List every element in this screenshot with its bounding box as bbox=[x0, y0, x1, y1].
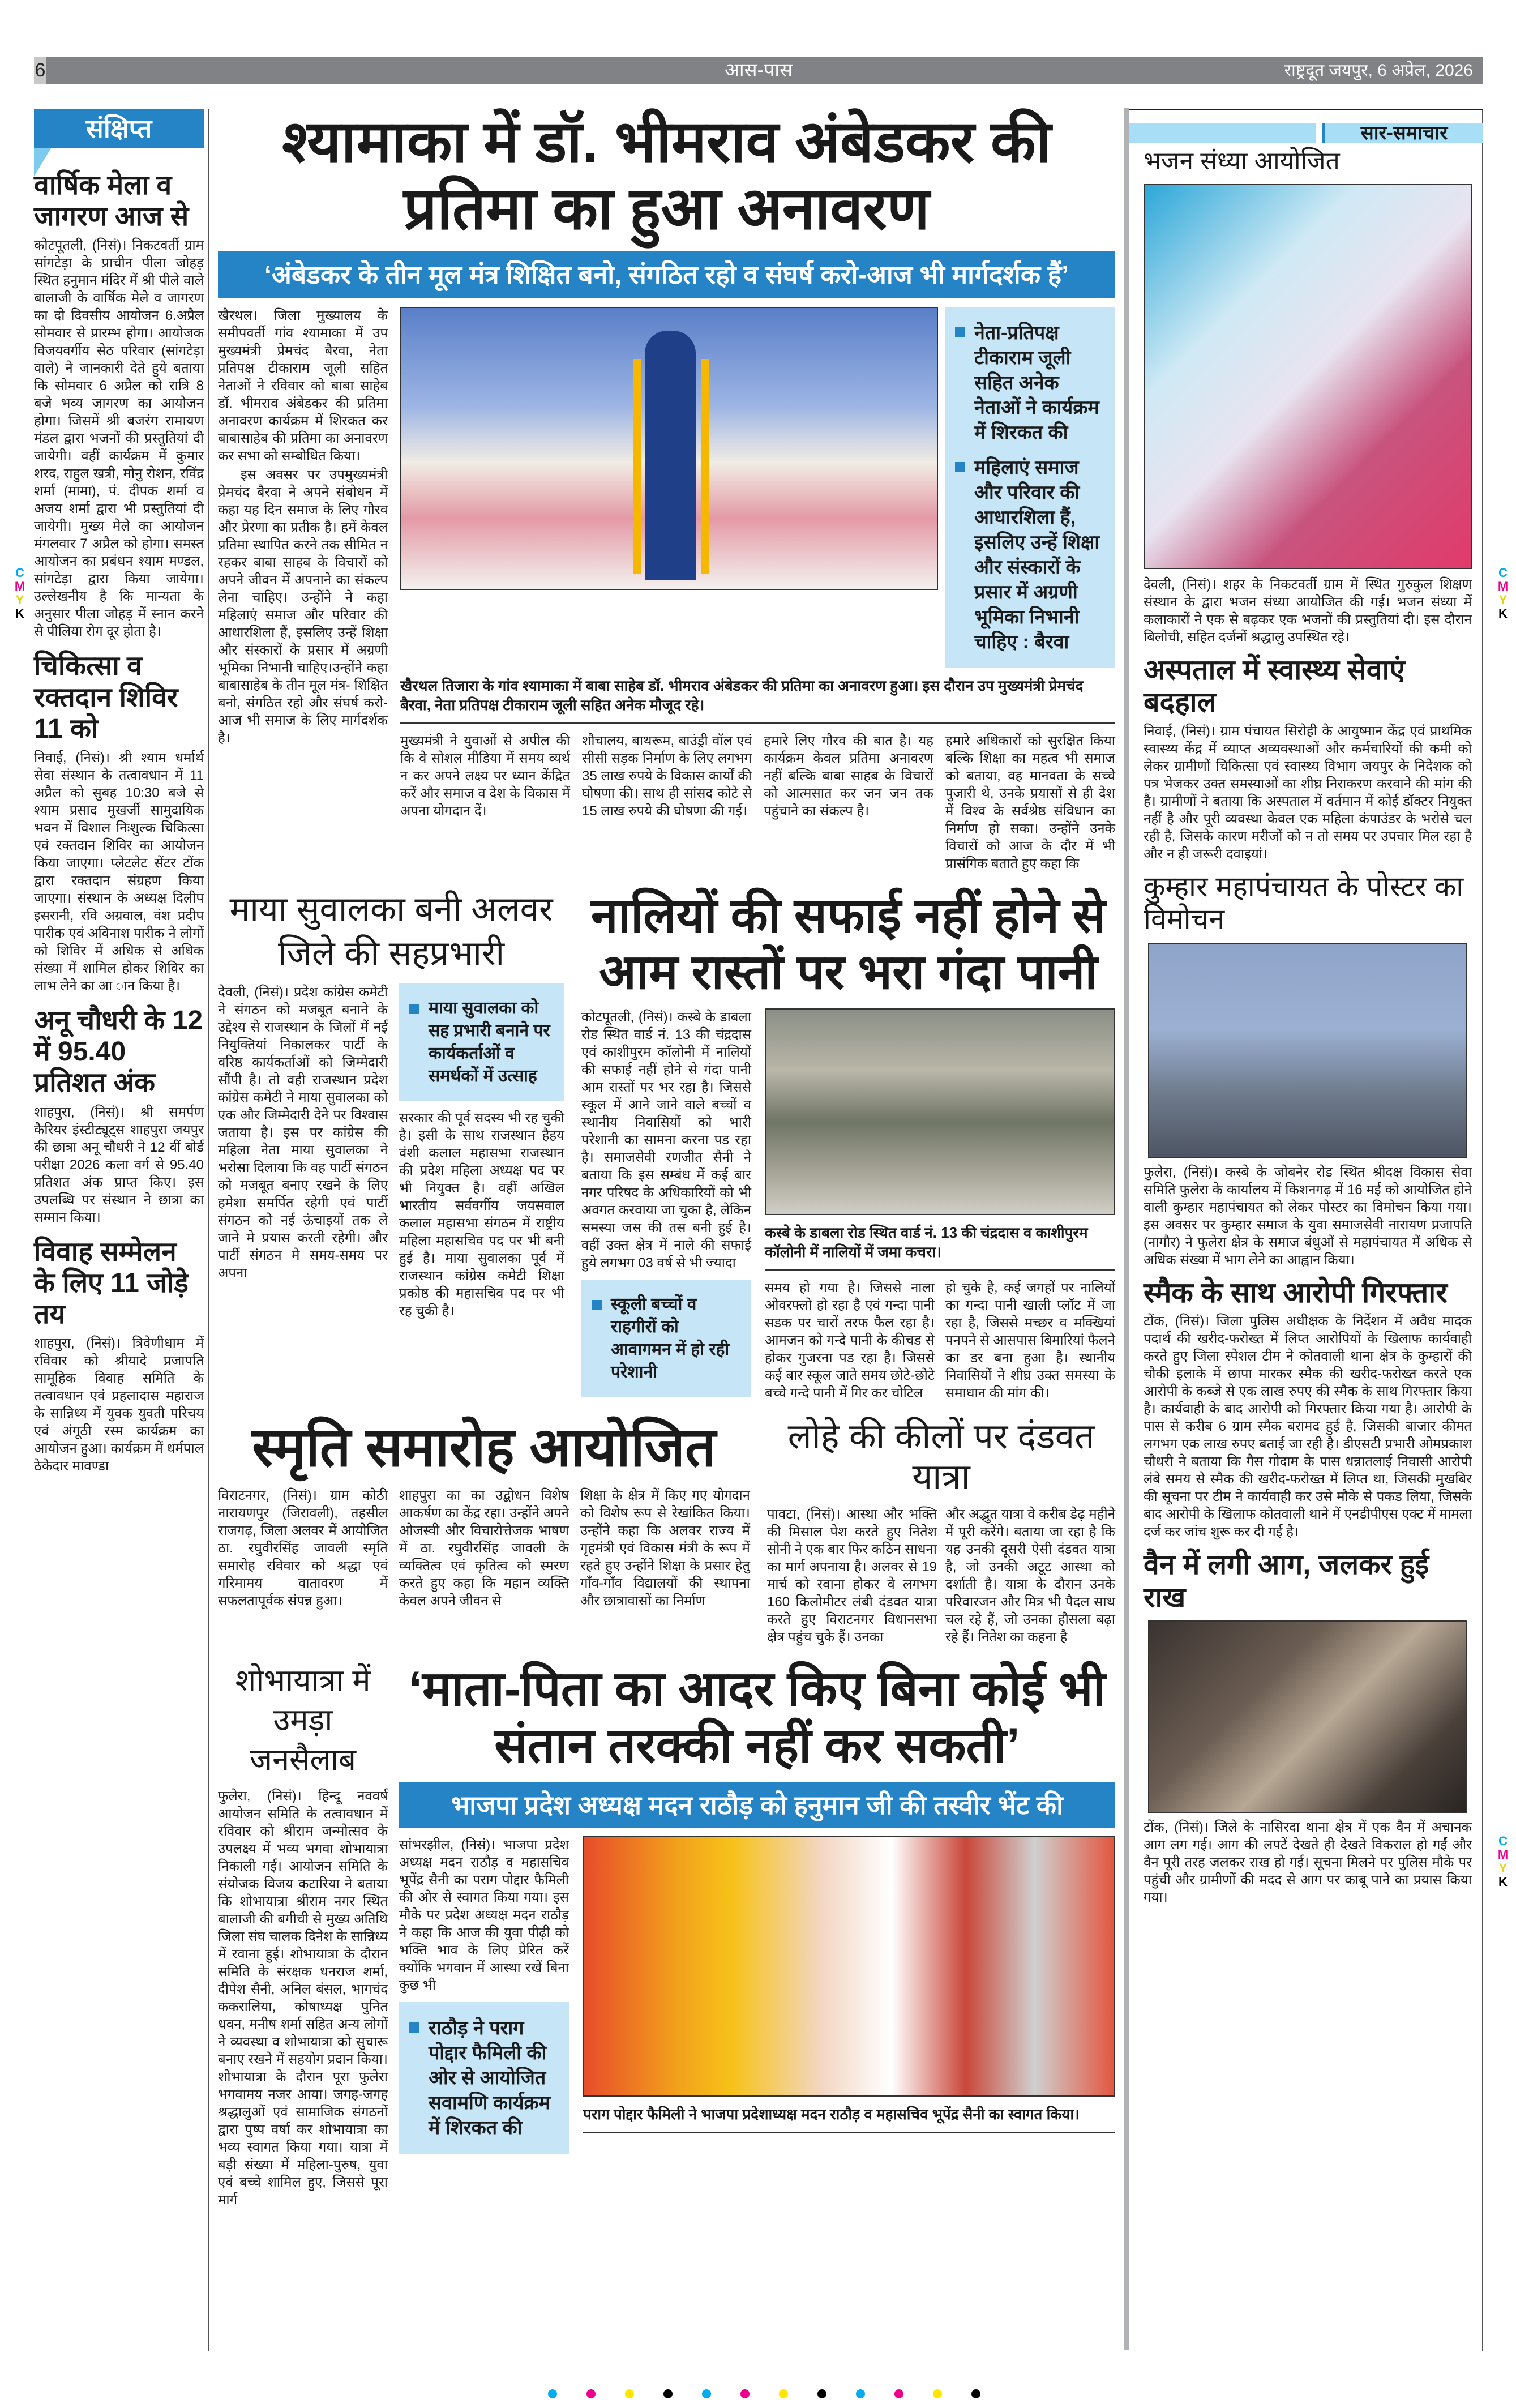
shobha-story bbox=[218, 1661, 388, 2209]
photo-rathore-welcome bbox=[583, 1836, 1115, 2097]
highlight-item: नेता-प्रतिपक्ष टीकाराम जूली सहित अनेक नेताओं ने कार्यक्रम में शिरकत की bbox=[974, 322, 1099, 443]
headline: अनू चौधरी के 12 में 95.40 प्रतिशत अंक bbox=[34, 1005, 203, 1098]
rathore-columns bbox=[399, 1836, 1115, 2154]
drain-headline: नालियों की सफाई नहीं होने से आम रास्तों पर भरा गंदा पानी bbox=[591, 888, 1106, 999]
headline: वैन में लगी आग, जलकर हुई राख bbox=[1144, 1549, 1429, 1613]
shobha-headline: शोभायात्रा में उमड़ा जनसैलाब bbox=[235, 1663, 371, 1777]
maya-story bbox=[218, 887, 564, 1320]
yatra-body-col1: पावटा, (निसं)। आस्था और भक्ति की मिसाल पेश करते हुए नितेश सोनी ने एक बार फिर कठिन साधना का मार्ग अपनाया है। अलवर से 19 मार्च को रवाना होकर वे लगभग 160 किलोमीटर लंबी दंडवत यात्रा करते हुए विराटनगर विधानसभा क्षेत्र पहुंच चुके हैं। उनका bbox=[767, 1506, 937, 1645]
shobha-body: फुलेरा, (निसं)। हिन्दू नववर्ष आयोजन समिति के तत्वावधान में रविवार को श्रीराम जन्मोत्सव के उपलक्ष्य में भव्य भगवा शोभायात्रा निकाली गई। आयोजन समिति के संयोजक विजय कटारिया ने बताया कि शोभायात्रा श्रीराम नगर स्थित बालाजी की बगीची से मुख्य अतिथि जिला संघ चालक दिनेश के सान्निध्य में रवाना हुई। शोभायात्रा के दौरान समिति के संरक्षक धनराज शर्मा, दीपेश सैनी, अनिल बंसल, भागचंद ककरालिया, कोषाध्यक्ष पुनित धवन, मनीष शर्मा सहित अन्य लोगों ने व्यवस्था व शोभायात्रा को सुचारू बनाए रखने में सहयोग प्रदान किया। शोभायात्रा के दौरान पूरा फुलेरा भगवामय नजर आया। जगह-जगह श्रद्धालुओं एवं सामाजिक संगठनों द्वारा पुष्प वर्षा कर शोभायात्रा का भव्य स्वागत किया गया। यात्रा में बड़ी संख्या में महिला-पुरुष, युवा एवं बच्चे शामिल हुए, जिससे पूरा मार्ग bbox=[218, 1788, 388, 2208]
yatra-headline: लोहे की कीलों पर दंडवत यात्रा bbox=[787, 1417, 1095, 1497]
photo-drain-garbage bbox=[765, 1008, 1115, 1215]
reg-y: Y bbox=[1498, 593, 1508, 607]
drain-story bbox=[581, 887, 1115, 1402]
headline: अस्पताल में स्वास्थ्य सेवाएं बदहाल bbox=[1144, 653, 1406, 718]
section-label-sankshipt: संक्षिप्त bbox=[34, 109, 204, 148]
reg-y: Y bbox=[1498, 1861, 1508, 1875]
lead-body-col4: हमारे लिए गौरव की बात है। यह कार्यक्रम केवल प्रतिमा अनावरण नहीं बल्कि बाबा साहब के विचारों को आत्मसात कर जन जन तक पहुंचाने का संकल्प है। bbox=[764, 733, 933, 819]
article-body: देवली, (निसं)। शहर के निकटवर्ती ग्राम में स्थित गुरुकुल शिक्षण संस्थान के द्वारा भजन संध्या आयोजित की गई। भजन संध्या में कलाकारों ने एक से बढ़कर एक भजनों की प्रस्तुतियां दी। इस दौरान बिलोची, सहित दर्जनों श्रद्धालु उपस्थित रहे। bbox=[1144, 576, 1472, 645]
maya-body-col1: देवली, (निसं)। प्रदेश कांग्रेस कमेटी ने संगठन को मजबूत बनाने के उद्देश्य से राजस्थान के जिलों में नई नियुक्तियां निकालकर पार्टी के वरिष्ठ कार्यकर्ताओं को जिम्मेदारी सौंपी है। तो वही राजस्थान प्रदेश कांग्रेस कमेटी ने माया सुवालका को एक और जिम्मेदारी देने पर विश्वास जताया है। इस पर कांग्रेस की महिला नेता माया सुवालका ने भरोसा दिलाया कि वह पार्टी संगठन को मजबूत बनाए रखने के लिए हमेशा समर्पित रहेगी एवं पार्टी संगठन को नई ऊंचाइयों तक ले जाने मे प्रयास करती रहेगी। और पार्टी संगठन मे समय-समय पर अपना bbox=[218, 985, 388, 1281]
reg-m: M bbox=[1497, 579, 1509, 593]
rathore-highlight-box bbox=[399, 2002, 569, 2154]
drain-highlight-box bbox=[581, 1280, 751, 1397]
smriti-columns bbox=[218, 1487, 750, 1610]
reg-c: C bbox=[1498, 1834, 1508, 1848]
page-number: 6 bbox=[34, 57, 46, 84]
smriti-headline: स्मृति समारोह आयोजित bbox=[252, 1417, 716, 1478]
middle-columns bbox=[218, 109, 1115, 2209]
reg-k: K bbox=[1498, 606, 1508, 621]
column-divider bbox=[208, 109, 209, 2351]
rathore-subheadline: भाजपा प्रदेश अध्यक्ष मदन राठौड़ को हनुमान जी की तस्वीर भेंट की bbox=[399, 1782, 1115, 1828]
reg-c: C bbox=[15, 566, 24, 580]
lead-photo-caption: खैरथल तिजारा के गांव श्यामाका में बाबा साहेब डॉ. भीमराव अंबेडकर की प्रतिमा का अनावरण हुआ। इस दौरान उप मुख्यमंत्री प्रेमचंद बैरवा, नेता प्रतिपक्ष टीकाराम जूली सहित अनेक मौजूद रहे। bbox=[400, 677, 1084, 713]
headline: कुम्हार महापंचायत के पोस्टर का विमोचन bbox=[1144, 870, 1464, 935]
lead-right-block bbox=[400, 307, 1115, 872]
rathore-body: सांभरझील, (निसं)। भाजपा प्रदेश अध्यक्ष मदन राठौड़ व महासचिव भूपेंद्र सैनी का पराग पोद्दार फैमिली की ओर से स्वागत किया गया। इस मौके पर प्रदेश अध्यक्ष मदन राठौड़ ने कहा कि आज की युवा पीढ़ी को भक्ति भाव के लिए प्रेरित करें क्योंकि भगवान में आस्था रखें बिना कुछ भी bbox=[399, 1837, 569, 1993]
smriti-body-col2: शाहपुरा का का उद्बोधन विशेष आकर्षण का केंद्र रहा। उन्होंने अपने ओजस्वी और विचारोत्तेजक भाषण में ठा. रघुवीरसिंह जावली के व्यक्तित्व एवं कृतित्व को स्मरण करते हुए कहा कि महान व्यक्ति केवल अपने जीवन से bbox=[399, 1488, 569, 1609]
lead-body-col3: शौचालय, बाथरूम, बाउंड्री वॉल एवं सीसी सड़क निर्माण के लिए लगभग 35 लाख रुपये के विकास कार्यों की घोषणा की। साथ ही सांसद कोटे से 15 लाख रुपये की घोषणा की गई। bbox=[582, 733, 752, 819]
highlight-item: राठौड़ ने पराग पोद्दार फैमिली की ओर से आयोजित सवामणि कार्यक्रम में शिरकत की bbox=[429, 2017, 550, 2138]
smriti-body-col3: शिक्षा के क्षेत्र में किए गए योगदान को विशेष रूप से रेखांकित किया। उन्होंने कहा कि अलवर राज्य में गृहमंत्री एवं विकास मंत्री के रूप में रहते हुए उन्होंने शिक्षा के प्रसार हेतु गाँव-गाँव विद्यालयों की स्थापना और छात्रावासों का निर्माण bbox=[580, 1488, 750, 1609]
lead-highlights-box bbox=[945, 307, 1115, 668]
rathore-col1 bbox=[399, 1836, 569, 2154]
article-body: निवाई, (निसं)। श्री श्याम धर्मार्थ सेवा संस्थान के तत्वावधान में 11 अप्रैल को सुबह 10:30 बजे से श्याम प्रसाद मुखर्जी सामुदायिक भवन में विशाल निःशुल्क चिकित्सा एवं रक्तदान शिविर का आयोजन किया जाएगा। प्लेटलेट सेंटर टोंक द्वारा रक्तदान संग्रहण किया जाएगा। संस्थान के अध्यक्ष दिलीप इसरानी, रवि अग्रवाल, वंश प्रदीप पारीक एवं अविनाश पारीक ने लोगों को शिविर में अधिक से अधिक संख्या में शामिल होकर शिविर का लाभ लेने का आ ान किया है। bbox=[34, 750, 204, 994]
article-body: फुलेरा, (निसं)। कस्बे के जोबनेर रोड स्थित श्रीदक्ष विकास सेवा समिति फुलेरा के कार्यालय में किशनगढ़ में 16 मई को आयोजित होने वाली कुम्हार महापंचायत को लेकर पोस्टर का विमोचन किया गया। इस अवसर पर कुम्हार समाज के युवा समाजसेवी नारायण प्रजापति (नागौर) ने फुलेरा क्षेत्र के समाज बंधुओं से महापंचायत में अधिक से अधिक संख्या में भाग लेने का आह्वान किया। bbox=[1144, 1164, 1472, 1268]
highlight-item: स्कूली बच्चों व राहगीरों को आवागमन में हो रही परेशानी bbox=[611, 1295, 730, 1382]
drain-columns bbox=[581, 1008, 1115, 1402]
rathore-story bbox=[399, 1661, 1115, 2154]
row-shobha-rathore bbox=[218, 1661, 1115, 2209]
page-header bbox=[34, 57, 1483, 84]
paper-date: राष्ट्रदूत जयपुर, 6 अप्रेल, 2026 bbox=[1284, 61, 1473, 80]
right-news bbox=[1144, 147, 1472, 1906]
drain-body-col1: कोटपूतली, (निसं)। कस्बे के डाबला रोड स्थित वार्ड नं. 13 की चंद्रदास एवं काशीपुरम कॉलोनी में नालियों की सफाई नहीं होने से गंदा पानी आम रास्तों पर भर रहा है। जिससे स्कूल में आने जाने वाले बच्चों व स्थानीय निवासियों को भारी परेशानी का सामना करना पड रहा है। समाजसेवी रणजीत सैनी ने बताया कि इस सम्बंध में कई बार नगर परिषद के अधिकारियों को भी अवगत करवाया जा चुका है, लेकिन समस्या जस की तस बनी हुई है। वहीं उक्त क्षेत्र में नाले की सफाई हुये लगभग 03 वर्ष से भी ज्यादा bbox=[581, 1010, 751, 1271]
headline: वार्षिक मेला व जागरण आज से bbox=[34, 170, 189, 232]
reg-m: M bbox=[14, 579, 25, 593]
smriti-story bbox=[218, 1417, 750, 1610]
drain-body-col3: हो चुके है, कई जगहों पर नालियों का गन्दा पानी खाली प्लॉट में जा रहा है, जिससे मच्छर व मक्खियां पनपने से आसपास बिमारियां फैलने का डर बना हुआ है। स्थानीय निवासियों ने शीघ्र उक्त समस्या के समाधान की मांग की। bbox=[945, 1280, 1115, 1401]
article-body: निवाई, (निसं)। ग्राम पंचायत सिरोही के आयुष्मान केंद्र एवं प्राथमिक स्वास्थ्य केंद्र में व्याप्त अव्यवस्थाओं और कर्मचारियों की कमी को लेकर ग्रामीणों चिकित्सा एवं स्वास्थ्य विभाग जयपुर के निदेशक को पत्र भेजकर उक्त समस्याओं का शीघ्र निराकरण करवाने की मांग की है। ग्रामीणों ने बताया कि अस्पताल में वर्तमान में कोई डॉक्टर नियुक्त नहीं है और पूरी व्यवस्था केवल एक महिला कंपाउंडर के भरोसे चल रही है, जिसके कारण मरीजों को न तो समय पर उपचार मिल रहा है और न ही जरूरी दवाइयां। bbox=[1144, 723, 1472, 862]
statue-figure bbox=[645, 331, 696, 580]
right-column-border bbox=[1124, 108, 1129, 2350]
paragraph: खैरथल। जिला मुख्यालय के समीपवर्ती गांव श्यामाका में उप मुख्यमंत्री प्रेमचंद बैरवा, नेता प्रतिपक्ष टीकाराम जूली सहित नेताओं ने रविवार को बाबा साहेब डॉ. भीमराव अंबेडकर की प्रतिमा अनावरण कार्यक्रम में शिरकत कर बाबासाहेब की प्रतिमा का अनावरण कर सभा को सम्बोधित किया। bbox=[218, 308, 388, 464]
printer-color-dots bbox=[170, 2389, 1359, 2401]
photo-bhajan-sandhya bbox=[1144, 184, 1472, 569]
registration-marks bbox=[1494, 566, 1511, 621]
maya-columns bbox=[218, 983, 564, 1320]
lead-headline: श्यामाका में डॉ. भीमराव अंबेडकर की प्रतिमा का हुआ अनावरण bbox=[282, 109, 1051, 242]
lead-subheadline: ‘अंबेडकर के तीन मूल मंत्र शिक्षित बनो, संगठित रहो व संघर्ष करो-आज भी मार्गदर्शक हैं’ bbox=[218, 251, 1115, 298]
article-body: टोंक, (निसं)। जिले के नासिरदा थाना क्षेत्र में एक वैन में अचानक आग लग गई। आग की लपटें देखते ही देखते विकराल हो गईं और वैन पूरी तरह जलकर राख हो गई। सूचना मिलने पर पुलिस मौके पर पहुंची और ग्रामीणों की मदद से आग पर काबू पाने का प्रयास किया गया। bbox=[1144, 1820, 1472, 1906]
lead-columns bbox=[400, 732, 1115, 872]
registration-marks bbox=[1494, 1834, 1511, 1889]
article-body: शाहपुरा, (निसं)। श्री समर्पण कैरियर इंस्टीट्यूट्स शाहपुरा जयपुर की छात्रा अनू चौधरी ने 12 वीं बोर्ड परीक्षा 2026 कला वर्ग से 95.40 प्रतिशत अंक प्राप्त किए। इस उपलब्धि पर संस्थान ने छात्रा का सम्मान किया। bbox=[34, 1104, 204, 1225]
lead-story bbox=[218, 109, 1115, 872]
reg-k: K bbox=[1498, 1875, 1508, 1889]
divider bbox=[765, 1269, 1115, 1271]
highlight-item: माया सुवालका को सह प्रभारी बनाने पर कार्यकर्ताओं व समर्थकों में उत्साह bbox=[429, 999, 550, 1085]
article-body: कोटपूतली, (निसं)। निकटवर्ती ग्राम सांगटेड़ा के प्राचीन पीला जोहड़ स्थित हनुमान मंदिर में श्री पीले वाले बालाजी के वार्षिक मेले व जागरण का दो दिवसीय आयोजन 6.अप्रैल सोमवार से प्रारम्भ होगा। आयोजक विजयवर्गीय सेठ परिवार (सांगटेड़ा वाले) ने जानकारी देते हुये बताया कि सोमवार 6 अप्रैल को रात्रि 8 बजे भव्य जागरण का आयोजन होगा। जिसमें श्री बजरंग रामायण मंडल द्वारा भजनों की प्रस्तुतियां दी जायेगी। वहीं कार्यक्रम में कुमार शरद, राहुल खत्री, मोनु रोशन, रविंद्र शर्मा (मामा), पं. दीपक शर्मा व अजय शर्मा द्वारा भी प्रस्तुतियां दी जायेगी। मुख्य मेले का आयोजन मंगलवार 7 अप्रैल को होगा। समस्त आयोजन का प्रबंधन श्याम मण्डल, सांगटेड़ा द्वारा किया जायेगा। उल्लेखनीय है कि मान्यता के अनुसार पीला जोहड़ में स्नान करने से पीलिया रोग दूर होता है। bbox=[34, 238, 204, 640]
divider bbox=[583, 2132, 1115, 2133]
row-maya-drain bbox=[218, 887, 1115, 1402]
reg-k: K bbox=[15, 606, 24, 621]
reg-y: Y bbox=[15, 593, 24, 607]
maya-headline: माया सुवालका बनी अलवर जिले की सहप्रभारी bbox=[229, 890, 553, 972]
drain-body-col2: समय हो गया है। जिससे नाला ओवरफ्लो हो रहा है एवं गन्दा पानी सडक पर चारों तरफ फैल रहा है। आमजन को गन्दे पानी के कीचड से होकर गुजरना पड रहा है। जिससे कई बार स्कूल जाते समय छोटे-छोटे बच्चे गन्दे पानी में गिर कर चोटिल bbox=[765, 1280, 935, 1401]
photo-ambedkar-statue-unveiling bbox=[400, 307, 938, 590]
divider bbox=[400, 722, 1115, 724]
photo-burnt-van bbox=[1148, 1620, 1467, 1813]
reg-c: C bbox=[1498, 566, 1508, 580]
yatra-body-col2: और अद्भुत यात्रा वे करीब डेढ़ महीने में पूरी करेंगे। बताया जा रहा है कि यह उनकी दूसरी ऐसी दंडवत यात्रा है, जो उनकी अटूट आस्था को दर्शाती है। यात्रा के दौरान उनके परिवारजन और मित्र भी पैदल साथ चल रहे हैं, जो उनका हौसला बढ़ा रहे हैं। नितेश का कहना है bbox=[945, 1506, 1115, 1645]
photo-kumhar-poster bbox=[1148, 943, 1467, 1158]
headline: भजन संध्या आयोजित bbox=[1144, 147, 1340, 175]
garland bbox=[701, 359, 709, 574]
label-bar bbox=[1129, 123, 1316, 143]
lead-body-col1 bbox=[218, 307, 388, 748]
lead-body-col5: हमारे अधिकारों को सुरक्षित किया बल्कि शिक्षा का महत्व भी समाज को बताया, वह मानवता के सच्चे पुजारी थे, उनके प्रयासों से ही देश में विश्व के सर्वश्रेष्ठ संविधान का निर्माण हो सका। उन्होंने उनके विचारों को आज के दौर में भी प्रासंगिक बताते हुए कहा कि bbox=[945, 733, 1115, 871]
article-body: शाहपुरा, (निसं)। त्रिवेणीधाम में रविवार को श्रीयादे प्रजापति सामूहिक विवाह समिति के तत्वावधान एवं प्रहलादास महाराज के सान्निध्य में युवक युवती परिचय एवं अंगूठी रस्म कार्यक्रम का आयोजन हुआ। कार्यक्रम में धर्मपाल ठेकेदार मावण्डा bbox=[34, 1336, 204, 1474]
section-label-saar-samachar: सार-समाचार bbox=[1322, 123, 1483, 143]
maya-body-col2: सरकार की पूर्व सदस्य भी रह चुकी है। इसी के साथ राजस्थान हैहय वंशी कलाल महासभा राजस्थान की प्रदेश महिला अध्यक्ष पद पर भी नियुक्त है। वहीं अखिल भारतीय सर्ववर्गीय जयसवाल कलाल महासभा संगठन में राष्ट्रीय महिला महासचिव पद पर भी बनी हुई है। माया सुवालका पूर्व में राजस्थान कांग्रेस कमेटी शिक्षा प्रकोष्ठ की महासचिव पद पर भी रह चुकी है। bbox=[399, 1110, 564, 1319]
paragraph: इस अवसर पर उपमुख्यमंत्री प्रेमचंद बैरवा ने अपने संबोधन में कहा यह दिन समाज के लिए गौरव और प्रेरणा का प्रतीक है। हमें केवल प्रतिमा स्थापित करने तक सीमित न रहकर बाबा साहब के विचारों को अपने जीवन में अपनाने का संकल्प लेना चाहिए। उन्होंने ने कहा महिलाएं समाज और परिवार की आधारशिला हैं, इसलिए उन्हें शिक्षा और संस्कारों के प्रसार में अग्रणी भूमिका निभानी चाहिए।उन्होंने कहा बाबासाहेब के तीन मूल मंत्र- शिक्षित बनो, संगठित रहो और संघर्ष करो-आज भी समाज के लिए मार्गदर्शक है। bbox=[218, 467, 388, 746]
rathore-photo-caption: पराग पोद्दार फैमिली ने भाजपा प्रदेशाध्यक्ष मदन राठौड़ व महासचिव भूपेंद्र सैनी का स्वागत किया। bbox=[583, 2105, 1080, 2123]
lead-photo-row bbox=[400, 307, 1115, 668]
lead-body-row bbox=[218, 307, 1115, 872]
drain-col1 bbox=[581, 1008, 751, 1397]
drain-right bbox=[765, 1008, 1115, 1402]
headline: चिकित्सा व रक्तदान शिविर 11 को bbox=[34, 651, 178, 744]
headline: विवाह सम्मेलन के लिए 11 जोड़े तय bbox=[34, 1237, 189, 1329]
brief-article bbox=[34, 170, 204, 1475]
lead-body-col2: मुख्यमंत्री ने युवाओं से अपील की कि वे सोशल मीडिया में समय व्यर्थ न कर अपने लक्ष्य पर ध्यान केंद्रित करें और समाज व देश के विकास में अपना योगदान दें। bbox=[400, 733, 570, 819]
maya-col2 bbox=[399, 983, 564, 1320]
article-body: टोंक, (निसं)। जिला पुलिस अधीक्षक के निर्देशन में अवैध मादक पदार्थ की खरीद-फरोख्त में लिप्त आरोपियों के खिलाफ कार्यवाही करते हुए जिला स्पेशल टीम ने कोतवाली थाना क्षेत्र के कुम्हारों की चौकी इलाके में छापा मारकर स्मैक की खरीद-फरोख्त करते एक आरोपी के कब्जे से एक लाख रुपए की स्मैक के साथ गिरफ्तार किया है। कार्यवाही के बाद आरोपी को गिरफ्तार किया गया है। आरोपी के पास से करीब 6 ग्राम स्मैक बरामद हुई है, जिसकी बाजार कीमत लगभग एक लाख रुपए बताई जा रही है। डीएसटी प्रभारी ओमप्रकाश चौधरी ने बताया कि गैस गोदाम के पास धन्नातलाई निवासी आरोपी लंबे समय से स्मैक की खरीद-फरोख्त में लिप्त था, जिसकी मुखबिर की सूचना पर टीम ने कार्यवाही कर उसे मौके से पकड लिया, जिसके बाद आरोपी के खिलाफ कोतवाली थाने में एनडीपीएस एक्ट में मामला दर्ज कर जांच शुरू कर दी गई है। bbox=[1144, 1314, 1472, 1540]
row-smriti-yatra bbox=[218, 1417, 1115, 1646]
yatra-story bbox=[767, 1417, 1115, 1646]
highlight-item: महिलाएं समाज और परिवार की आधारशिला हैं, इसलिए उन्हें शिक्षा और संस्कारों के प्रसार में अग्रणी भूमिका निभानी चाहिए : बैरवा bbox=[974, 457, 1100, 653]
rathore-headline: ‘माता-पिता का आदर किए बिना कोई भी संतान तरक्की नहीं कर सकती’ bbox=[409, 1661, 1106, 1773]
smriti-body-col1: विराटनगर, (निसं)। ग्राम कोठी नारायणपुर (जिरावली), तहसील राजगढ़, जिला अलवर में आयोजित ठा. रघुवीरसिंह जावली स्मृति समारोह रविवार को श्रद्धा एवं गरिमामय वातावरण में सफलतापूर्वक संपन्न हुआ। bbox=[218, 1488, 388, 1609]
rathore-photo-block bbox=[583, 1836, 1115, 2133]
maya-highlight-box bbox=[399, 983, 564, 1101]
drain-photo-caption: कस्बे के डाबला रोड स्थित वार्ड नं. 13 की चंद्रदास व काशीपुरम कॉलोनी में नालियों में जमा कचरा। bbox=[765, 1224, 1088, 1260]
yatra-columns bbox=[767, 1505, 1115, 1646]
drain-lower-columns bbox=[765, 1279, 1115, 1402]
reg-m: M bbox=[1497, 1847, 1509, 1862]
registration-marks bbox=[11, 566, 28, 621]
headline: स्मैक के साथ आरोपी गिरफ्तार bbox=[1144, 1276, 1448, 1308]
garland bbox=[633, 359, 641, 574]
section-name: आस-पास bbox=[724, 59, 793, 81]
